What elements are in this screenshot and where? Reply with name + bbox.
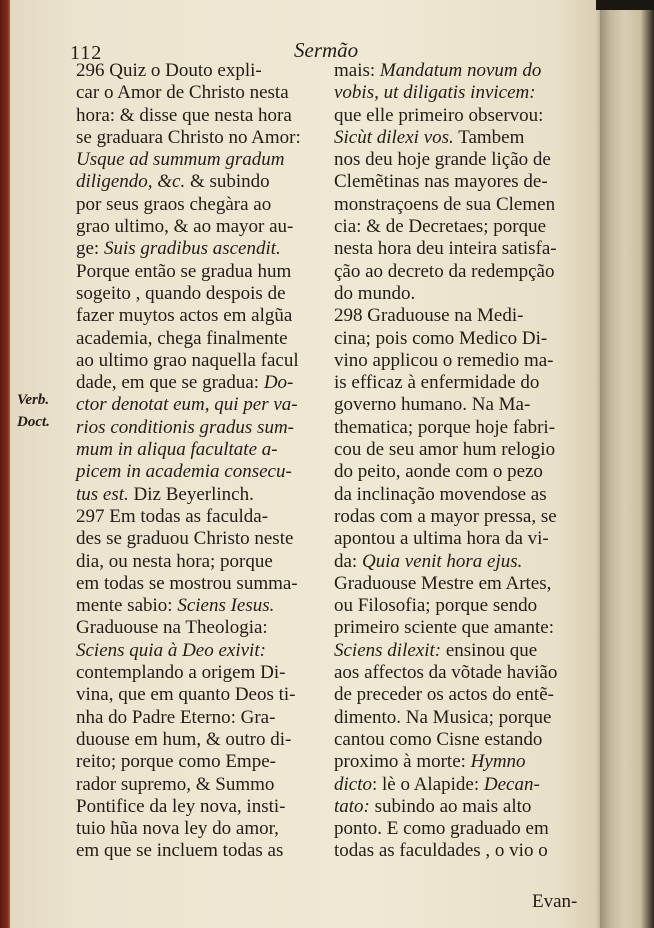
text-line (76, 394, 334, 416)
text-line (76, 840, 334, 862)
text-line (334, 796, 596, 818)
italic-text: dicto (334, 773, 372, 795)
text-segment: em todas se mostrou summa- (76, 572, 298, 594)
text-segment: apontou a ultima hora da vi- (334, 528, 549, 550)
text-line (334, 149, 596, 171)
text-line (76, 506, 334, 528)
text-line (334, 305, 596, 327)
text-line (76, 417, 334, 439)
next-page-edge (600, 0, 654, 928)
text-line (334, 328, 596, 350)
italic-text: Sciens dilexit: (334, 639, 442, 661)
text-line (76, 171, 334, 193)
italic-text: ctor denotat eum, qui per va- (76, 394, 298, 416)
text-line (334, 394, 596, 416)
text-line (76, 439, 334, 461)
text-segment: Clemẽtinas nas mayores de- (334, 171, 548, 193)
text-line (76, 617, 334, 639)
text-line (76, 216, 334, 238)
text-segment: des se graduou Christo neste (76, 528, 294, 550)
italic-text: mum in aliqua facultate a- (76, 439, 278, 461)
margin-note-line: Verb. (17, 392, 50, 408)
text-line (334, 707, 596, 729)
text-segment: Graduouse na Theologia: (76, 617, 268, 639)
margin-note (17, 389, 61, 433)
text-segment: vina, que em quanto Deos ti- (76, 684, 296, 706)
margin-note-line: Doct. (17, 414, 50, 430)
text-line (76, 82, 334, 104)
text-line (76, 105, 334, 127)
text-segment: ao ultimo grao naquella facul (76, 349, 299, 371)
text-segment: da inclinação movendose as (334, 483, 547, 505)
text-line (334, 551, 596, 573)
text-line (76, 573, 334, 595)
text-line (334, 840, 596, 862)
text-line (76, 729, 334, 751)
text-segment: rodas com a mayor pressa, se (334, 505, 557, 527)
text-segment: : lè o Alapide: (372, 773, 484, 795)
text-line (334, 261, 596, 283)
text-line (76, 551, 334, 573)
text-line (334, 238, 596, 260)
text-segment: subindo ao mais alto (369, 795, 532, 817)
text-segment: primeiro sciente que amante: (334, 617, 554, 639)
text-line (76, 684, 334, 706)
text-line (334, 171, 596, 193)
text-line (76, 350, 334, 372)
italic-text: tato: (334, 795, 370, 817)
text-line (334, 684, 596, 706)
italic-text: Sicùt dilexi vos. (334, 126, 454, 148)
text-line (76, 149, 334, 171)
text-line (334, 372, 596, 394)
text-segment: monstraçoens de sua Clemen (334, 193, 556, 215)
left-text-column (76, 60, 334, 863)
text-line (76, 662, 334, 684)
text-line (76, 528, 334, 550)
text-line (334, 439, 596, 461)
text-segment: rador supremo, & Summo (76, 773, 275, 795)
right-text-column (334, 60, 596, 863)
text-segment: is efficaz à enfermidade do (334, 372, 540, 394)
italic-text: Do- (263, 372, 294, 394)
italic-text: Usque ad summum gradum (76, 149, 285, 171)
text-line (76, 261, 334, 283)
text-segment: thematica; porque hoje fabri- (334, 416, 556, 438)
text-line (334, 105, 596, 127)
text-line (334, 818, 596, 840)
text-line (76, 774, 334, 796)
text-segment: Porque então se gradua hum (76, 260, 292, 282)
text-segment: de preceder os actos do entẽ- (334, 684, 554, 706)
italic-text: Suis gradibus ascendit. (103, 238, 281, 260)
text-segment: cina; pois como Medico Di- (334, 327, 548, 349)
catchword: Evan- (532, 891, 578, 912)
text-segment: Tambem (453, 126, 525, 148)
text-segment: nesta hora deu inteira satisfa- (334, 238, 557, 260)
text-line (334, 774, 596, 796)
text-segment: fazer muytos actos em algũa (76, 305, 293, 327)
text-line (76, 127, 334, 149)
text-segment: dade, em que se gradua: (76, 372, 264, 394)
text-line (76, 372, 334, 394)
text-segment: hora: & disse que nesta hora (76, 104, 292, 126)
text-segment: aos affectos da võtade havião (334, 662, 558, 684)
text-line (76, 194, 334, 216)
text-line (76, 60, 334, 82)
text-segment: 297 Em todas as faculda- (76, 505, 269, 527)
text-segment: grao ultimo, & ao mayor au- (76, 216, 294, 238)
italic-text: rios conditionis gradus sum- (76, 416, 294, 438)
text-segment: dia, ou nesta hora; porque (76, 550, 273, 572)
text-segment: que elle primeiro observou: (334, 104, 544, 126)
text-line (334, 283, 596, 305)
italic-text: Sciens Iesus. (177, 595, 275, 617)
text-segment: car o Amor de Christo nesta (76, 82, 289, 104)
text-segment: todas as faculdades , o vio o (334, 840, 548, 862)
text-segment: do peito, aonde com o pezo (334, 461, 543, 483)
text-line (76, 305, 334, 327)
text-line (76, 328, 334, 350)
text-line (334, 216, 596, 238)
text-line (76, 484, 334, 506)
text-line (76, 707, 334, 729)
text-segment: nos deu hoje grande lição de (334, 149, 551, 171)
italic-text: Decan- (483, 773, 540, 795)
text-segment: 298 Graduouse na Medi- (334, 305, 524, 327)
text-segment: mais: (334, 60, 380, 81)
text-segment: ge: (76, 238, 104, 260)
text-segment: em que se incluem todas as (76, 840, 284, 862)
text-segment: ponto. E como graduado em (334, 818, 549, 840)
text-segment: proximo à morte: (334, 751, 471, 773)
text-line (76, 796, 334, 818)
italic-text: Hymno (470, 751, 526, 773)
text-line (76, 818, 334, 840)
text-line (334, 662, 596, 684)
text-segment: academia, chega finalmente (76, 327, 288, 349)
text-line (334, 127, 596, 149)
text-line (334, 350, 596, 372)
text-segment: por seus graos chegàra ao (76, 193, 272, 215)
text-segment: da: (334, 550, 362, 572)
italic-text: Sciens quia à Deo exivit: (76, 639, 266, 661)
text-segment: dimento. Na Musica; porque (334, 706, 552, 728)
text-segment: tuio hũa nova ley do amor, (76, 818, 279, 840)
text-segment: ou Filosofia; porque sendo (334, 595, 538, 617)
text-segment: cantou como Cisne estando (334, 728, 543, 750)
italic-text: Mandatum novum do (379, 60, 542, 81)
text-segment: Graduouse Mestre em Artes, (334, 572, 552, 594)
text-line (334, 60, 596, 82)
text-line (76, 595, 334, 617)
text-segment: Diz Beyerlinch. (128, 483, 254, 505)
text-segment: nha do Padre Eterno: Gra- (76, 706, 276, 728)
text-line (334, 640, 596, 662)
text-line (334, 82, 596, 104)
background-corner (596, 0, 654, 10)
italic-text: tus est. (76, 483, 129, 505)
text-line (334, 751, 596, 773)
text-line (76, 461, 334, 483)
page-number: 112 (70, 42, 103, 64)
italic-text: Quia venit hora ejus. (361, 550, 523, 572)
text-segment: vino applicou o remedio ma- (334, 349, 554, 371)
italic-text: vobis, ut diligatis invicem: (334, 82, 536, 104)
running-title: Sermão (294, 38, 359, 62)
text-line (334, 417, 596, 439)
text-segment: ção ao decreto da redempção (334, 260, 555, 282)
text-segment: se graduara Christo no Amor: (76, 126, 301, 148)
text-line (334, 484, 596, 506)
text-line (334, 528, 596, 550)
text-segment: contemplando a origem Di- (76, 662, 286, 684)
text-segment: ensinou que (441, 639, 538, 661)
text-line (76, 640, 334, 662)
text-segment: Pontifice da ley nova, insti- (76, 795, 286, 817)
text-segment: sogeito , quando despois de (76, 282, 286, 304)
italic-text: picem in academia consecu- (76, 461, 292, 483)
text-line (334, 729, 596, 751)
text-line (76, 283, 334, 305)
text-line (334, 617, 596, 639)
text-line (76, 238, 334, 260)
text-line (334, 194, 596, 216)
text-line (334, 461, 596, 483)
text-segment: cou de seu amor hum relogio (334, 439, 556, 461)
text-segment: do mundo. (334, 282, 416, 304)
text-line (334, 573, 596, 595)
text-segment: 296 Quiz o Douto expli- (76, 60, 262, 81)
text-segment: reito; porque como Empe- (76, 751, 276, 773)
text-line (334, 595, 596, 617)
text-segment: mente sabio: (76, 595, 178, 617)
text-line (334, 506, 596, 528)
text-line (76, 751, 334, 773)
text-segment: & subindo (185, 171, 270, 193)
text-segment: cia: & de Decretaes; porque (334, 216, 547, 238)
text-segment: duouse em hum, & outro di- (76, 728, 292, 750)
italic-text: diligendo, &c. (76, 171, 186, 193)
text-segment: governo humano. Na Ma- (334, 394, 531, 416)
